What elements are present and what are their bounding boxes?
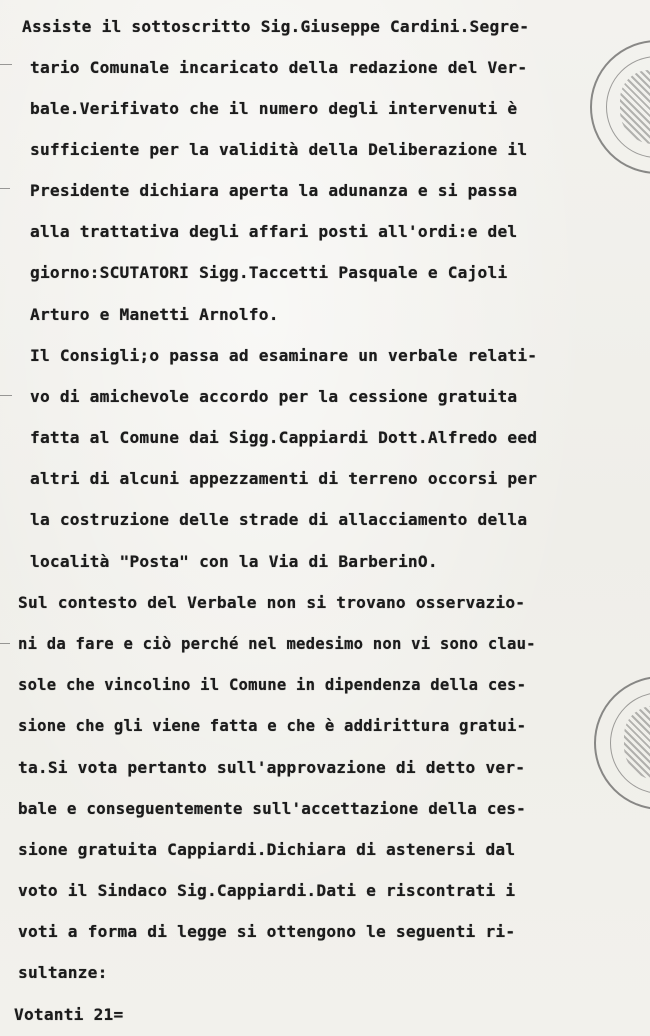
text-line: Votanti 21= [14, 1005, 124, 1024]
text-line: ni da fare e ciò perché nel medesimo non vi sono clau- [18, 635, 536, 653]
text-line: Assiste il sottoscritto Sig.Giuseppe Cardini.Segre- [22, 17, 530, 36]
text-line: sufficiente per la validità della Deliberazione il [30, 140, 528, 159]
text-line: Il Consigli;o passa ad esaminare un verbale relati- [30, 346, 538, 365]
text-line: sione che gli viene fatta e che è addirittura gratui- [18, 717, 527, 735]
text-line: sione gratuita Cappiardi.Dichiara di astenersi dal [18, 840, 516, 859]
text-line: alla trattativa degli affari posti all'ordi:e del [30, 222, 518, 241]
text-line: fatta al Comune dai Sigg.Cappiardi Dott.Alfredo eed [30, 428, 538, 447]
margin-mark [0, 395, 12, 396]
text-line: vo di amichevole accordo per la cessione gratuita [30, 387, 518, 406]
text-line: tario Comunale incaricato della redazione del Ver- [30, 58, 528, 77]
text-line: bale.Verifivato che il numero degli intervenuti è [30, 99, 518, 118]
text-line: ta.Si vota pertanto sull'approvazione di detto ver- [18, 758, 526, 777]
stamp-top [590, 40, 650, 174]
text-line: altri di alcuni appezzamenti di terreno occorsi per [30, 469, 538, 488]
text-line: sole che vincolino il Comune in dipendenza della ces- [18, 676, 527, 694]
text-line: la costruzione delle strade di allacciamento della [30, 510, 528, 529]
text-line: sultanze: [18, 963, 108, 982]
margin-mark [0, 643, 10, 644]
text-line: voto il Sindaco Sig.Cappiardi.Dati e riscontrati i [18, 881, 516, 900]
text-line: Presidente dichiara aperta la adunanza e si passa [30, 181, 518, 200]
text-line: località "Posta" con la Via di BarberinO. [30, 552, 438, 571]
stamp-bottom [594, 676, 650, 810]
margin-mark [0, 64, 12, 65]
text-line: Sul contesto del Verbale non si trovano osservazio- [18, 593, 526, 612]
margin-mark [0, 188, 10, 189]
text-line: bale e conseguentemente sull'accettazione della ces- [18, 799, 526, 818]
text-line: Arturo e Manetti Arnolfo. [30, 305, 279, 324]
text-line: giorno:SCUTATORI Sigg.Taccetti Pasquale e Cajoli [30, 263, 508, 282]
text-line: voti a forma di legge si ottengono le seguenti ri- [18, 922, 516, 941]
